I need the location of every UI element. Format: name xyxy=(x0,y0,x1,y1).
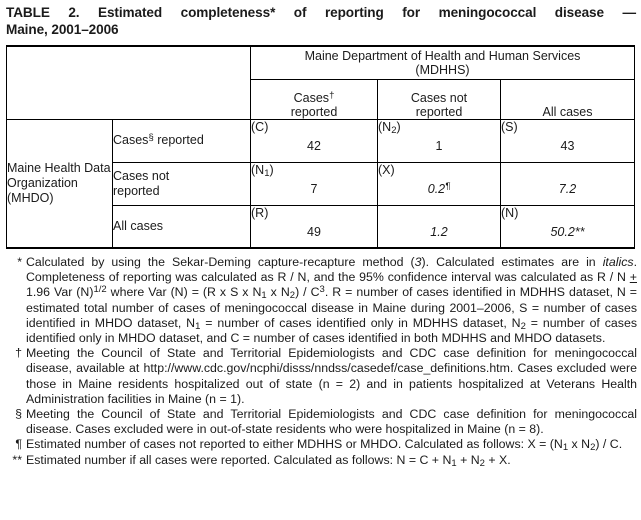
cell-s-variable: (S) xyxy=(501,119,518,134)
table-title-line2: Maine, 2001–2006 xyxy=(6,22,119,37)
footnote-asterisk xyxy=(6,255,637,346)
cell-n1-value: 7 xyxy=(310,181,318,196)
footnotes xyxy=(6,255,637,468)
table-title xyxy=(6,4,636,38)
cell-s-value: 43 xyxy=(560,138,575,153)
row-label-cases-reported: Cases§ reported xyxy=(113,119,251,162)
col-header-all-cases: All cases xyxy=(501,79,635,119)
footnote-section-text: Meeting the Council of State and Territorial Epidemiologists and CDC case definition for meningococcal disease. Cases excluded were in out-of-state residents who were hospitalized in Maine (n = 8). xyxy=(26,407,637,437)
footnote-double-asterisk-marker: ** xyxy=(12,452,22,467)
blank-header-cell xyxy=(7,46,251,119)
cell-x-value: 0.2¶ xyxy=(427,180,451,196)
table-row-mhdo-cases-reported xyxy=(7,119,635,162)
footnote-double-asterisk-text: Estimated number if all cases were reported. Calculated as follows: $N = C + N_1 + N_2 + X$. xyxy=(26,452,511,469)
row-label-cases-not-reported: Cases not reported xyxy=(113,162,251,205)
cell-row3-notreported xyxy=(378,205,501,248)
footnote-double-asterisk xyxy=(6,453,637,468)
header-row-group xyxy=(7,46,635,79)
cell-c-variable: (C) xyxy=(251,119,269,134)
row-label-all-cases: All cases xyxy=(113,205,251,248)
footnote-dagger xyxy=(6,346,637,407)
col-header-cases-not-reported: Cases not reported xyxy=(378,79,501,119)
footnote-asterisk-text: Calculated by using the Sekar-Deming capture-recapture method (3). Calculated estimates are in italics. Completeness of reporting was calculated as R / N, and the 95% confidence interval was calculated as R / N + 1.96 Var $(N)^{1/2}$ where Var (N) = (R x S x $N_1$ x $N_2) / C^3$. R = number of cases identified in MDHHS dataset, N = estimated total number of cases of meningococcal disease in Maine during 2001–2006, S = number of cases identified in MHDO dataset, $N_1$ = number of cases identified only in MDHHS dataset, $N_2$ = number of cases identified only in MHDO dataset, and C = number of cases identified in both MDHHS and MHDO datasets. xyxy=(26,255,638,346)
cell-n-total-variable: (N) xyxy=(501,205,519,220)
cell-s xyxy=(501,119,635,162)
cell-x xyxy=(378,162,501,205)
cell-row3-notreported-variable xyxy=(378,206,500,220)
cell-n1-variable: $(N_1)$ xyxy=(251,162,274,179)
col-header-cases-reported: Cases† reported xyxy=(251,79,378,119)
cell-n-total-value: 50.2** xyxy=(550,224,585,239)
cell-row3-notreported-value: 1.2 xyxy=(430,224,448,239)
footnote-dagger-text: Meeting the Council of State and Territorial Epidemiologists and CDC case definition for meningococcal disease, available at http://www.cdc.gov/ncphi/disss/nndss/casedef/case_definitions.htm. Cases excluded were those in Maine residents hospitalized out of state (n = 2) and in patients hospitalized at Veterans Health Administration facilities in Maine (n = 1). xyxy=(26,346,637,406)
footnote-asterisk-marker: * xyxy=(17,255,22,269)
cell-row2-allcases-value: 7.2 xyxy=(558,181,577,196)
table-title-line1: TABLE 2. Estimated completeness* of reporting for meningococcal disease — xyxy=(6,5,636,20)
completeness-table xyxy=(6,45,635,249)
footnote-dagger-marker: † xyxy=(15,346,22,361)
cell-n-total xyxy=(501,205,635,248)
cell-n2-value: 1 xyxy=(435,138,443,153)
cell-row2-allcases xyxy=(501,162,635,205)
cell-n1 xyxy=(251,162,378,205)
footnote-pilcrow-text: Estimated number of cases not reported to either MDHHS or MHDO. Calculated as follows: $X = (N_1$ x $N_2$) / C. xyxy=(26,437,623,454)
cell-r xyxy=(251,205,378,248)
column-group-header-mdhhs: Maine Department of Health and Human Services (MDHHS) xyxy=(251,46,635,79)
footnote-pilcrow xyxy=(6,437,637,452)
cell-x-variable: (X) xyxy=(378,162,395,177)
cell-c xyxy=(251,119,378,162)
cell-n2-variable: $(N_2)$ xyxy=(378,119,401,136)
cell-r-value: 49 xyxy=(307,224,321,239)
footnote-section-marker: § xyxy=(15,407,22,422)
cell-row2-allcases-variable xyxy=(501,163,634,177)
cell-n2 xyxy=(378,119,501,162)
row-group-header-mhdo: Maine Health Data Organization (MHDO) xyxy=(7,119,113,248)
cell-r-variable: (R) xyxy=(251,205,269,220)
footnote-section xyxy=(6,407,637,437)
footnote-pilcrow-marker: ¶ xyxy=(15,437,22,452)
cell-c-value: 42 xyxy=(307,138,321,153)
